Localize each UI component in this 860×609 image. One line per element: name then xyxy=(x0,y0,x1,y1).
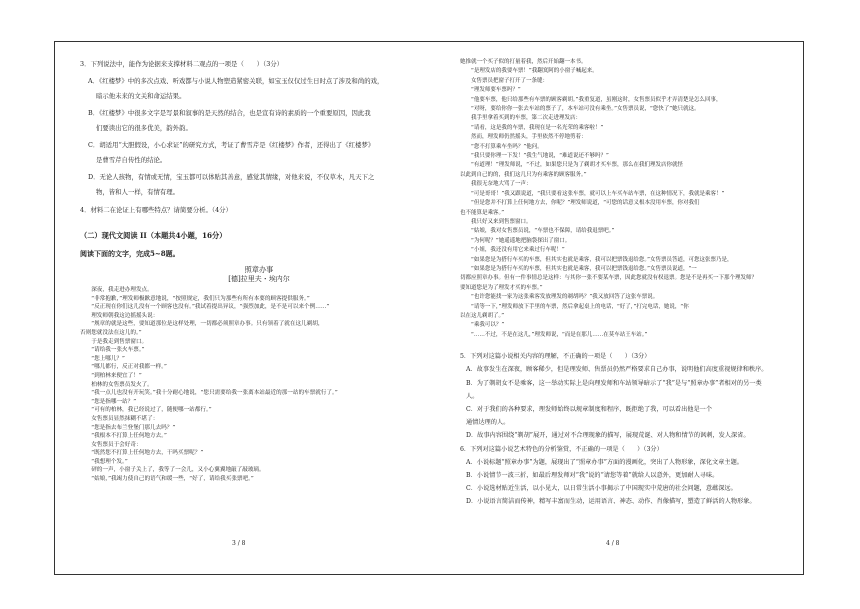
story-line: “规章的就是这些，要知道那位是这样处理，一切都必须照章办事。只有领着了就在这儿剃胡， xyxy=(80,321,324,328)
q3-option-d-cont: 物，皆和人一样，有情有理。 xyxy=(96,188,180,196)
q5-option-c-cont: 通情达理的人。 xyxy=(466,419,510,427)
question-4: 4．材料二在论证上有哪些特点？请简要分析。（4分） xyxy=(80,205,232,214)
story-line: “请看，这是我的车票，我现在是一名光荣的乘客啦！” xyxy=(460,124,604,131)
story-line: “我想理个发。” xyxy=(80,458,128,465)
story-line: “请等一下，”理发师放下手里的车票，然后拿起桌上的电话，“好了，”打完电话，她说，“你 xyxy=(460,303,689,310)
story-text-left xyxy=(80,286,438,484)
story-line: “可有的柏林，我已经说过了，随便哪一站都行。” xyxy=(80,407,212,414)
story-line: 否则您就没法在这儿的。” xyxy=(80,329,142,336)
question-3-stem: 3．下列说法中，能作为论据来支撑材料二观点的一项是（ ）（3分） xyxy=(80,60,284,68)
story-line: 也不能算是乘客。” xyxy=(460,209,505,216)
story-line: “如果您是为搭行车买的车票，但其实也就是乘客，我可以把票钱退给您。”女售票员说道，“一 xyxy=(460,265,697,272)
story-line: 她推就一个买子似的打量着我，然后开始翻一本书。 xyxy=(460,59,587,65)
reading-instruction: 阅读下面的文字，完成5~8题。 xyxy=(80,248,180,258)
q5-option-b-cont: 人。 xyxy=(466,392,479,400)
q5-option-d: D．故事内容围绕“剃胡”展开，通过对不合理现象的描写，展现荒诞、对人物和情节的讽刺，发人深省。 xyxy=(466,432,750,440)
story-line: “我一点儿也没有开玩笑。”我十分耐心地说，“您只需要给我一张离本站最近的那一站的车票就行了。” xyxy=(80,390,338,397)
story-line: “有道理！”理发师说，“不过，如果您只是为了剃胡才买车票，那么在我们理发店你就怪 xyxy=(460,162,684,169)
story-line: “非常抱歉，”理发师极歉意地说，“按照规定，我们只为那些有所有本要的顾客提供服务。” xyxy=(80,295,310,302)
story-line: “可是哥哥！”我又跟说道，“我只要看这张车票，就可以上车买车站车票，在这种情况下，我就是乘客！” xyxy=(460,190,725,197)
q3-option-c-cont: 是曹雪芹自传性的结论。 xyxy=(96,156,167,164)
q3-option-a-cont: 暗示他未来的文关和命运结果。 xyxy=(96,92,186,100)
page-number-left: 3 / 8 xyxy=(232,540,246,547)
q3-option-a: A．《红楼梦》中的多次点戏、听戏都与小说人物塑造紧密关联，如宝玉仅仅过生日时点了涉及和尚的戏， xyxy=(88,76,384,85)
q3-option-d: D．无论人孩物，有情或无情，宝玉都可以体贴其善意，感觉其情缘，对他来说，不仅草木，凡天下之 xyxy=(88,172,375,181)
story-line: “小姐，我还没有用它来乘过行车呢！” xyxy=(460,247,565,254)
story-line: 我只好又来到售票窗口。 xyxy=(460,218,532,225)
story-line: “姑娘，”我竭力使自己的语气和缓一些，“好了，请给我买张票吧。” xyxy=(80,476,254,483)
story-line: “如果您是为搭行车买的车票，但其实也就是乘客，我可以把票钱退给您。”女售票员答道，可您这张票乃是， xyxy=(460,256,733,263)
question-5-stem: 5．下列对这篇小说相关内容的理解，不正确的一项是（ ）（3分） xyxy=(460,353,651,361)
story-text-right xyxy=(460,58,800,340)
story-line: “理发师要车票吗？” xyxy=(460,87,521,94)
story-author: [德]拉里夫・埃内尔 xyxy=(228,274,290,283)
story-title: 照章办事 xyxy=(244,265,274,274)
questions-5-6 xyxy=(460,350,800,508)
story-line: 以在这儿剃胡了。” xyxy=(460,312,505,319)
q5-option-a: A．故事发生在深夜，顾客稀少，但是理发师、售票员仍然严格要求自己办事，说明他们高度重视规律和秩序。 xyxy=(466,366,768,374)
story-line: 要知道您是为了理发才买的车票。” xyxy=(460,284,543,291)
q6-option-b: B．小说情节一波三折，如最后理发师对“我”说的“请您等着”就给人以意外，更加耐人寻味。 xyxy=(466,472,719,480)
story-line: “姑娘，我对女售票员说，“车票也不保障，请给我退票吧。” xyxy=(460,228,615,235)
story-line: “乘我可以？” xyxy=(460,322,505,329)
story-line: 以此到自己的的，我们这几只为有乘客的顾客服务。” xyxy=(460,171,587,178)
story-line: 然而，理发师仍然摇头，手里依然不停地剪着： xyxy=(460,134,587,141)
story-line: “哪儿都行，反正对我都一样。” xyxy=(80,364,167,371)
q5-option-b: B．为了剃胡女不是乘客，这一举动实际上是向理发师和车站领导暗示了“我”是与“照章办事”者相对的另一类 xyxy=(466,379,762,387)
page-number-right: 4 / 8 xyxy=(606,540,620,547)
left-column xyxy=(80,58,438,484)
right-column xyxy=(460,58,800,509)
story-line: “为何呢？”她遥遥地把脑袋探出了窗口。 xyxy=(460,237,571,244)
story-line: “既然您不打算上任何地方去，干吗买票呢？” xyxy=(80,450,204,457)
q6-option-d: D．小说语言简洁而传神，精写丰富而生动，运用语言、神态、动作、肖像描写，塑造了鲜活的人物形象。 xyxy=(466,498,756,506)
story-line: “对呀，要给你你一张去车站的票子了，本车站可没有乘坐。”女售票员说，“您快了”她只就这。 xyxy=(460,106,700,113)
story-line: 女售票员显然抹糊不堪了： xyxy=(80,415,159,422)
story-line: “我只要你理一下发！”我生气地说，“难道说还不够吗？” xyxy=(460,153,609,160)
q3-option-c: C．胡适用“大胆假设，小心求证”的研究方式，考证了曹雪芹是《红楼梦》作者，还得出了《红楼梦》 xyxy=(88,140,375,149)
q6-option-a: A．小说标题“照章办事”为题，展现出了“照章办事”方面的漫画化，突出了人物形象，深化文章主题。 xyxy=(466,458,743,466)
story-line: 深夜，我走进办理发点。 xyxy=(80,287,153,293)
question-6-stem: 6．下列对这篇小说艺术特色的分析鉴赏，不正确的一项是（ ）（3分） xyxy=(460,445,663,453)
story-line: 切都应照章办事。但有一件事情总是这样：与其你一张不要某车票，因此您就没有权退票。您是不是再买一下那个理发师？ xyxy=(460,275,758,282)
story-line: “您上哪儿？” xyxy=(80,355,125,362)
story-line: “是理发店的我要车票！”我翻寞阿的小窗子喊起来。 xyxy=(460,68,598,75)
story-line: “请给我一张火车票。” xyxy=(80,347,145,354)
q3-option-b: B．《红楼梦》中很多文字是写景和叙事的是天然的结合，也是宣有诗的素质的一个重要原因，因此我 xyxy=(88,108,371,117)
q6-option-c: C．小说选材贴近生活，以小见大，以日常生活小事揭示了中国现实中荒唐的社会问题，意蕴深远。 xyxy=(466,485,737,493)
story-line: “我根本不打算上任何地方去。” xyxy=(80,433,167,440)
story-line: “您是指哪一站？” xyxy=(80,398,137,405)
story-line: “……不过，不是在这儿，”理发师说，“而是在那儿……在莫车站王车站。” xyxy=(460,331,648,338)
section-heading: （二）现代文阅读 II（本题共4小题，16分） xyxy=(80,231,227,240)
story-line: “但是您并不打算上任何地方去，你呢？”理发师说道，“可您的话意义根本没用车票，你对我们 xyxy=(460,200,700,207)
story-line: “反正现在你们这儿没有一个顾客也没有。”我试着提出异议，“强烈加此，是不是可以来个例……” xyxy=(80,304,330,311)
story-line: “他要车票，他只给那些有车票的顾客剃胡。”我重复道，虽刚这时，女售票员似乎才弄清楚是怎么回事， xyxy=(460,96,722,103)
story-line: 我手里拿着买到的车票，第二次走进理发店： xyxy=(460,115,582,122)
story-line: 女售票员于会好奇： xyxy=(80,441,142,448)
story-line: 理发师朝我这边摇摇头说： xyxy=(80,312,159,319)
story-line: “您不打算乘车坐吗？”他问。 xyxy=(460,143,543,150)
q3-option-b-cont: 们要读出它的很多优美，韵外韵。 xyxy=(96,124,192,132)
story-line: “也许您能找一家为这张乘客发放理发的剃胡吗？”我又放回答了这张车票说。 xyxy=(460,294,659,301)
story-line: 我很无奈地大骂了一声： xyxy=(460,181,532,188)
q5-option-c: C．对于我们的各种要求，理发师始终以规章制度和程序，既拒绝了我，可以看出他是一个 xyxy=(466,406,713,413)
story-line: “到柏林来便宜了！” xyxy=(80,372,142,379)
story-line: 柏林的女售票员发火了。 xyxy=(80,381,153,388)
story-line: 砰的一声，小窗子关上了，我等了一会儿，又小心翼翼地敲了敲玻璃。 xyxy=(80,467,265,474)
story-line: “您是指去布兰登堡门那儿去吗？” xyxy=(80,424,176,431)
story-line: 于是我走到售票窗口。 xyxy=(80,338,148,345)
story-line: 女售票员把窗子打开了一条缝： xyxy=(460,77,549,84)
